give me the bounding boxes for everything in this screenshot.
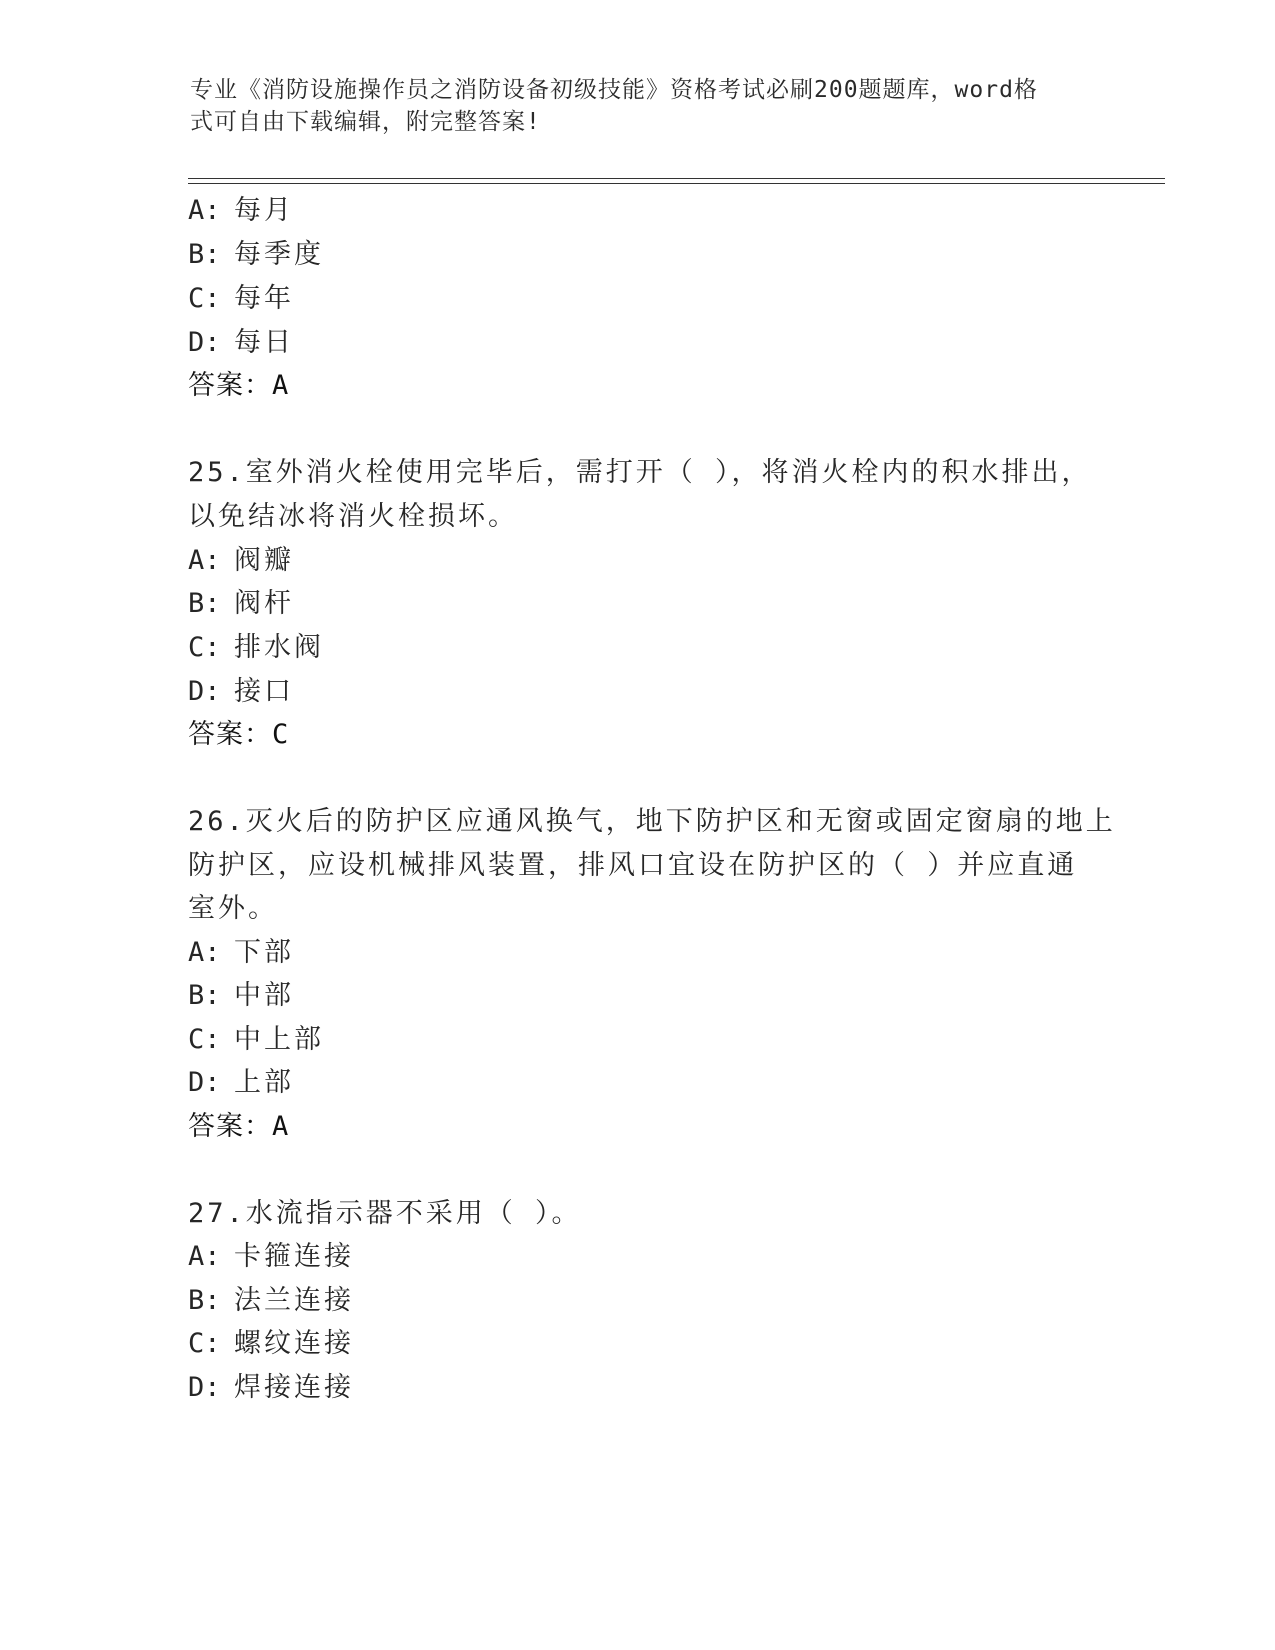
- option-text: 排水阀: [234, 632, 324, 663]
- option-text: 中上部: [234, 1024, 324, 1055]
- q27-option-c: [188, 1321, 354, 1360]
- q27-option-a: [188, 1234, 354, 1273]
- q25-option-a: [188, 538, 294, 577]
- option-text: 上部: [234, 1067, 294, 1098]
- answer-label: 答案：: [188, 1111, 272, 1142]
- q26-option-d: [188, 1060, 294, 1099]
- option-label: D:: [188, 676, 221, 707]
- option-text: 每年: [234, 283, 294, 314]
- q26-option-a: [188, 930, 294, 969]
- q26-option-c: [188, 1017, 324, 1056]
- option-text: 法兰连接: [234, 1285, 354, 1316]
- q25-option-b: [188, 581, 294, 620]
- option-label: B:: [188, 1285, 221, 1316]
- q26-stem-line-2: 防护区，应设机械排风装置，排风口宜设在防护区的（ ）并应直通: [188, 850, 1078, 881]
- q26-answer: [188, 1104, 289, 1143]
- q25-stem-line-2: 以免结冰将消火栓损坏。: [188, 501, 518, 532]
- answer-label: 答案：: [188, 719, 272, 750]
- option-label: A:: [188, 937, 221, 968]
- header-line-2: 式可自由下载编辑，附完整答案!: [190, 109, 541, 135]
- q24-answer: [188, 363, 289, 402]
- q25-option-c: [188, 625, 324, 664]
- option-label: C:: [188, 1024, 221, 1055]
- answer-label: 答案：: [188, 370, 272, 401]
- option-label: A:: [188, 1241, 221, 1272]
- q26-stem-line-3: 室外。: [188, 893, 278, 924]
- option-label: A:: [188, 195, 221, 226]
- q26-stem-line-1: 26.灭火后的防护区应通风换气，地下防护区和无窗或固定窗扇的地上: [188, 806, 1116, 837]
- header-rule-top: [188, 178, 1165, 179]
- q24-option-b: [188, 232, 324, 271]
- q27-option-d: [188, 1365, 354, 1404]
- q27-option-b: [188, 1278, 354, 1317]
- q26-option-b: [188, 973, 294, 1012]
- option-label: B:: [188, 980, 221, 1011]
- document-header: [190, 74, 1090, 138]
- option-text: 每季度: [234, 239, 324, 270]
- q25-answer: [188, 712, 289, 751]
- option-text: 接口: [234, 676, 294, 707]
- option-label: C:: [188, 283, 221, 314]
- option-label: D:: [188, 1067, 221, 1098]
- option-text: 每日: [234, 327, 294, 358]
- header-rule-bottom: [188, 183, 1165, 184]
- option-text: 阀杆: [234, 588, 294, 619]
- answer-value: A: [272, 370, 290, 401]
- option-text: 每月: [234, 195, 294, 226]
- option-text: 阀瓣: [234, 545, 294, 576]
- header-line-1: 专业《消防设施操作员之消防设备初级技能》资格考试必刷200题题库，word格: [190, 77, 1038, 103]
- q24-option-d: [188, 320, 294, 359]
- option-label: A:: [188, 545, 221, 576]
- option-label: D:: [188, 327, 221, 358]
- q27-stem-line-1: 27.水流指示器不采用（ ）。: [188, 1198, 582, 1229]
- option-text: 下部: [234, 937, 294, 968]
- q24-option-c: [188, 276, 294, 315]
- answer-value: C: [272, 719, 290, 750]
- option-text: 焊接连接: [234, 1372, 354, 1403]
- q25-stem-line-1: 25.室外消火栓使用完毕后，需打开（ ），将消火栓内的积水排出，: [188, 457, 1092, 488]
- option-text: 螺纹连接: [234, 1328, 354, 1359]
- option-label: C:: [188, 632, 221, 663]
- option-label: B:: [188, 588, 221, 619]
- q24-option-a: [188, 188, 294, 227]
- option-text: 卡箍连接: [234, 1241, 354, 1272]
- option-label: D:: [188, 1372, 221, 1403]
- option-label: C:: [188, 1328, 221, 1359]
- q25-option-d: [188, 669, 294, 708]
- answer-value: A: [272, 1111, 290, 1142]
- option-label: B:: [188, 239, 221, 270]
- option-text: 中部: [234, 980, 294, 1011]
